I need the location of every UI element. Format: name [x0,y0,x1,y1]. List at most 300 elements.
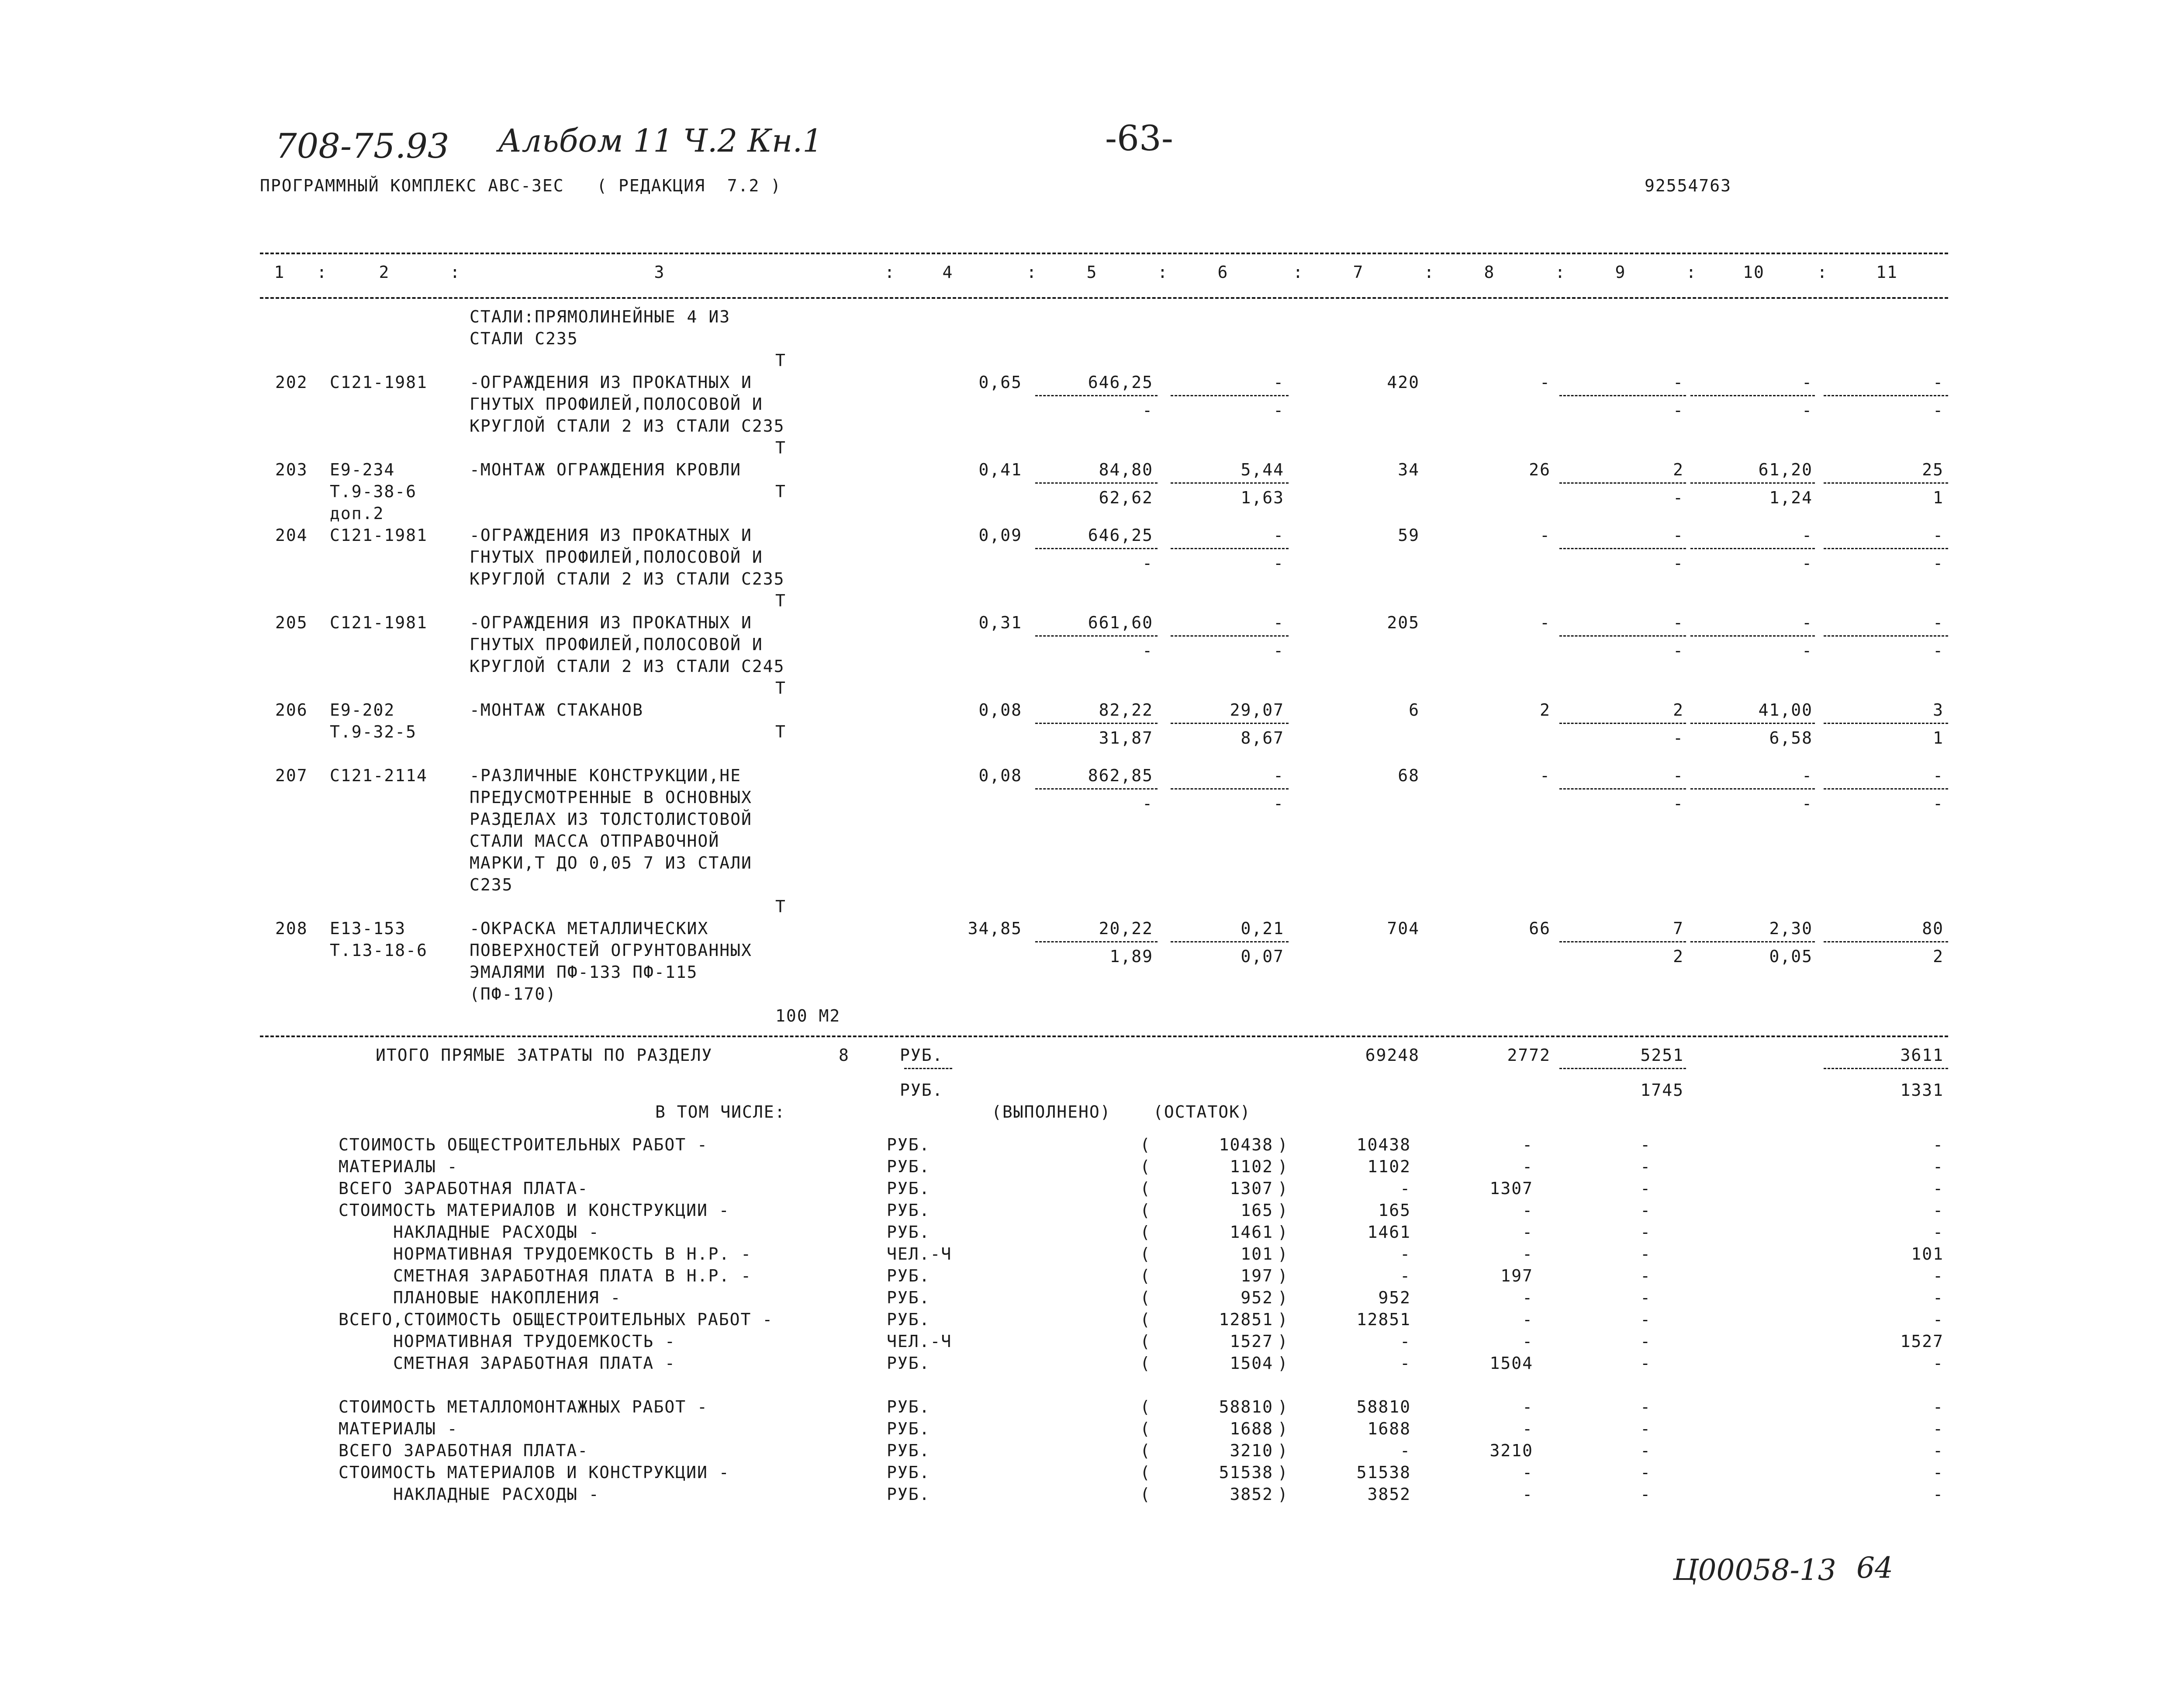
summary-label: СТОИМОСТЬ МЕТАЛЛОМОНТАЖНЫХ РАБОТ - [339,1397,708,1416]
totals-divider [1824,1068,1948,1069]
summary-rest: 51538 [1219,1463,1273,1482]
summary-c11: - [1933,1397,1944,1416]
done-label: (ВЫПОЛНЕНО) [992,1102,1111,1122]
column-number-5: 5 [1086,263,1098,282]
summary-paren-open: ( [1140,1266,1151,1285]
unit-marker: Т [775,897,786,916]
item-number: 206 [275,700,308,720]
unit-marker: Т [775,679,786,698]
summary-label: СТОИМОСТЬ МАТЕРИАЛОВ И КОНСТРУКЦИИ - [339,1463,730,1482]
summary-rest: 1102 [1230,1157,1273,1176]
summary-unit: РУБ. [887,1441,930,1460]
column-separator: : [885,263,895,282]
description-line: РАЗДЕЛАХ ИЗ ТОЛСТОЛИСТОВОЙ [470,810,752,829]
value-c9b: - [1673,794,1684,813]
summary-c7: - [1400,1179,1411,1198]
value-divider [1690,941,1815,942]
summary-c11: 101 [1911,1244,1944,1264]
summary-c9: - [1640,1135,1651,1154]
summary-paren-open: ( [1140,1310,1151,1329]
value-c10b: 6,58 [1769,728,1813,748]
summary-c8: - [1522,1135,1533,1154]
norm-code: С121-1981 [330,613,428,632]
summary-c11: - [1933,1201,1944,1220]
value-c11: - [1933,373,1944,392]
value-c6b: 1,63 [1241,488,1284,507]
value-c6b: 0,07 [1241,947,1284,966]
description-line: -МОНТАЖ ОГРАЖДЕНИЯ КРОВЛИ [470,460,741,479]
summary-paren-close: ) [1278,1201,1289,1220]
item-number: 203 [275,460,308,479]
summary-paren-close: ) [1278,1179,1289,1198]
value-c11: 25 [1922,460,1944,479]
doc-number: 92554763 [1645,176,1732,195]
value-c11b: 1 [1933,728,1944,748]
summary-unit: РУБ. [887,1223,930,1242]
value-c9: - [1673,373,1684,392]
totals-top-rule [260,1036,1948,1037]
summary-c11: - [1933,1266,1944,1285]
summary-c9: - [1640,1310,1651,1329]
value-c10b: - [1802,641,1813,660]
unit-marker: Т [775,482,786,501]
value-divider [1171,941,1289,942]
norm-code: Т.9-32-5 [330,722,417,741]
column-number-6: 6 [1217,263,1229,282]
description-line: -РАЗЛИЧНЫЕ КОНСТРУКЦИИ,НЕ [470,766,741,785]
summary-c11: - [1933,1179,1944,1198]
value-c10: - [1802,373,1813,392]
value-divider [1690,548,1815,549]
summary-paren-open: ( [1140,1332,1151,1351]
summary-label: СМЕТНАЯ ЗАРАБОТНАЯ ПЛАТА В Н.Р. - [393,1266,752,1285]
value-c7: 59 [1398,526,1420,545]
summary-paren-close: ) [1278,1157,1289,1176]
value-c5b: - [1142,554,1153,573]
summary-c8: - [1522,1463,1533,1482]
summary-c7: 165 [1378,1201,1411,1220]
value-c5: 646,25 [1088,526,1153,545]
norm-code: С121-1981 [330,526,428,545]
summary-c11: 1527 [1900,1332,1944,1351]
totals-unit: РУБ. [900,1046,943,1065]
value-c6b: - [1273,794,1284,813]
value-c6b: - [1273,554,1284,573]
value-c8: - [1540,526,1551,545]
summary-label: ПЛАНОВЫЕ НАКОПЛЕНИЯ - [393,1288,622,1307]
summary-paren-close: ) [1278,1397,1289,1416]
value-c7: 420 [1387,373,1420,392]
summary-label: СТОИМОСТЬ МАТЕРИАЛОВ И КОНСТРУКЦИИ - [339,1201,730,1220]
summary-c7: 3852 [1367,1485,1411,1504]
summary-c9: - [1640,1463,1651,1482]
summary-rest: 3852 [1230,1485,1273,1504]
value-divider [1824,482,1948,484]
value-divider [1171,788,1289,790]
value-divider [1559,788,1686,790]
description-line: МАРКИ,Т ДО 0,05 7 ИЗ СТАЛИ [470,853,752,873]
value-c9: - [1673,526,1684,545]
description-line: (ПФ-170) [470,984,557,1004]
description-line: ЭМАЛЯМИ ПФ-133 ПФ-115 [470,963,698,982]
value-c11b: - [1933,554,1944,573]
summary-label: НОРМАТИВНАЯ ТРУДОЕМКОСТЬ - [393,1332,676,1351]
value-c8: 2 [1540,700,1551,720]
value-c8: - [1540,613,1551,632]
header-top-rule [260,253,1948,254]
value-c9: - [1673,766,1684,785]
unit-marker: 100 М2 [775,1006,841,1025]
value-c10: - [1802,766,1813,785]
summary-label: СМЕТНАЯ ЗАРАБОТНАЯ ПЛАТА - [393,1354,676,1373]
totals-unit2: РУБ. [900,1081,943,1100]
unit-marker: Т [775,722,786,741]
unit-marker: Т [775,438,786,457]
totals-c9: 5251 [1640,1046,1684,1065]
summary-c9: - [1640,1332,1651,1351]
value-c6: 5,44 [1241,460,1284,479]
value-c6: - [1273,613,1284,632]
summary-label: ВСЕГО,СТОИМОСТЬ ОБЩЕСТРОИТЕЛЬНЫХ РАБОТ - [339,1310,774,1329]
value-c6: - [1273,373,1284,392]
value-c7: 704 [1387,919,1420,938]
summary-rest: 12851 [1219,1310,1273,1329]
description-line: С235 [470,875,513,894]
value-c5b: - [1142,641,1153,660]
summary-c11: - [1933,1354,1944,1373]
value-c9b: 2 [1673,947,1684,966]
summary-c8: - [1522,1223,1533,1242]
value-divider [1035,548,1158,549]
norm-code: С121-1981 [330,373,428,392]
summary-paren-close: ) [1278,1463,1289,1482]
value-divider [1035,941,1158,942]
value-c5: 661,60 [1088,613,1153,632]
value-divider [1035,482,1158,484]
summary-c8: - [1522,1419,1533,1438]
summary-paren-close: ) [1278,1419,1289,1438]
value-qty: 0,41 [978,460,1022,479]
value-c9: 7 [1673,919,1684,938]
description-line: ГНУТЫХ ПРОФИЛЕЙ,ПОЛОСОВОЙ И [470,547,763,567]
column-number-11: 11 [1876,263,1898,282]
summary-c8: - [1522,1288,1533,1307]
summary-c9: - [1640,1157,1651,1176]
value-c10b: 1,24 [1769,488,1813,507]
summary-c11: - [1933,1441,1944,1460]
summary-c8: - [1522,1310,1533,1329]
value-c7: 68 [1398,766,1420,785]
totals-divider [1559,1068,1686,1069]
item-number: 202 [275,373,308,392]
summary-paren-open: ( [1140,1354,1151,1373]
value-c5b: 62,62 [1099,488,1153,507]
value-divider [1690,635,1815,637]
totals-c7: 69248 [1365,1046,1420,1065]
summary-c9: - [1640,1223,1651,1242]
summary-c8: - [1522,1201,1533,1220]
value-c9: - [1673,613,1684,632]
value-c5: 84,80 [1099,460,1153,479]
value-divider [1559,723,1686,724]
norm-code: Т.13-18-6 [330,941,428,960]
value-c11: - [1933,613,1944,632]
description-line: СТАЛИ МАССА ОТПРАВОЧНОЙ [470,831,720,851]
summary-paren-close: ) [1278,1332,1289,1351]
value-c11b: - [1933,794,1944,813]
norm-code: Е13-153 [330,919,406,938]
column-number-3: 3 [654,263,665,282]
totals-label: ИТОГО ПРЯМЫЕ ЗАТРАТЫ ПО РАЗДЕЛУ [376,1046,713,1065]
summary-c7: 10438 [1356,1135,1411,1154]
handwritten-footer-page: 64 [1856,1551,1893,1585]
summary-unit: РУБ. [887,1397,930,1416]
summary-c9: - [1640,1397,1651,1416]
summary-rest: 1688 [1230,1419,1273,1438]
summary-c7: - [1400,1266,1411,1285]
summary-paren-close: ) [1278,1485,1289,1504]
summary-paren-open: ( [1140,1201,1151,1220]
summary-c9: - [1640,1419,1651,1438]
value-c8: - [1540,766,1551,785]
handwritten-footer-code: Ц00058-13 [1673,1553,1836,1587]
value-divider [1824,941,1948,942]
value-c8: 66 [1529,919,1551,938]
summary-paren-open: ( [1140,1463,1151,1482]
column-separator: : [1158,263,1168,282]
value-c11: - [1933,526,1944,545]
header-bottom-rule [260,297,1948,299]
summary-paren-open: ( [1140,1288,1151,1307]
value-divider [1035,723,1158,724]
description-line: ПОВЕРХНОСТЕЙ ОГРУНТОВАННЫХ [470,941,752,960]
summary-paren-close: ) [1278,1441,1289,1460]
value-c8: 26 [1529,460,1551,479]
value-divider [1171,635,1289,637]
value-qty: 0,65 [978,373,1022,392]
value-divider [1690,788,1815,790]
column-number-4: 4 [942,263,954,282]
summary-c11: - [1933,1135,1944,1154]
value-c5: 20,22 [1099,919,1153,938]
summary-c8: 3210 [1489,1441,1533,1460]
value-divider [1690,723,1815,724]
value-qty: 0,31 [978,613,1022,632]
value-divider [1171,482,1289,484]
summary-paren-close: ) [1278,1244,1289,1264]
column-separator: : [1686,263,1697,282]
summary-rest: 1307 [1230,1179,1273,1198]
rest-label: (ОСТАТОК) [1153,1102,1251,1122]
summary-paren-open: ( [1140,1397,1151,1416]
summary-rest: 1504 [1230,1354,1273,1373]
summary-c7: 1688 [1367,1419,1411,1438]
summary-rest: 3210 [1230,1441,1273,1460]
value-divider [1171,723,1289,724]
summary-c8: 1307 [1489,1179,1533,1198]
summary-c11: - [1933,1310,1944,1329]
value-c11b: - [1933,401,1944,420]
column-separator: : [317,263,328,282]
column-separator: : [450,263,461,282]
norm-code: Е9-234 [330,460,395,479]
summary-c9: - [1640,1485,1651,1504]
norm-code: доп.2 [330,504,384,523]
item-number: 208 [275,919,308,938]
summary-unit: РУБ. [887,1135,930,1154]
description-line: КРУГЛОЙ СТАЛИ 2 ИЗ СТАЛИ С245 [470,657,785,676]
summary-paren-close: ) [1278,1135,1289,1154]
column-separator: : [1293,263,1304,282]
item-number: 207 [275,766,308,785]
value-c9b: - [1673,641,1684,660]
value-c6: - [1273,526,1284,545]
summary-paren-open: ( [1140,1441,1151,1460]
value-divider [1035,788,1158,790]
summary-c11: - [1933,1223,1944,1242]
value-c10b: - [1802,401,1813,420]
value-qty: 0,08 [978,700,1022,720]
summary-unit: РУБ. [887,1419,930,1438]
value-c9b: - [1673,728,1684,748]
value-c11: 80 [1922,919,1944,938]
summary-label: НАКЛАДНЫЕ РАСХОДЫ - [393,1223,600,1242]
value-divider [1171,548,1289,549]
value-c6: 0,21 [1241,919,1284,938]
summary-c8: 1504 [1489,1354,1533,1373]
summary-c9: - [1640,1354,1651,1373]
summary-unit: РУБ. [887,1288,930,1307]
column-separator: : [1817,263,1828,282]
value-c5b: - [1142,794,1153,813]
summary-c8: - [1522,1244,1533,1264]
summary-rest: 1527 [1230,1332,1273,1351]
value-c5: 82,22 [1099,700,1153,720]
value-divider [1824,635,1948,637]
value-c9: 2 [1673,700,1684,720]
unit-marker: Т [775,351,786,370]
summary-unit: РУБ. [887,1485,930,1504]
value-divider [1559,635,1686,637]
value-divider [1035,395,1158,396]
summary-label: НОРМАТИВНАЯ ТРУДОЕМКОСТЬ В Н.Р. - [393,1244,752,1264]
handwritten-album-ref: Альбом 11 Ч.2 Кн.1 [498,122,823,159]
summary-paren-close: ) [1278,1354,1289,1373]
value-c5b: - [1142,401,1153,420]
value-c11b: 1 [1933,488,1944,507]
summary-c11: - [1933,1419,1944,1438]
description-line: -ОГРАЖДЕНИЯ ИЗ ПРОКАТНЫХ И [470,373,752,392]
item-number: 205 [275,613,308,632]
totals-c11b: 1331 [1900,1081,1944,1100]
description-line: -МОНТАЖ СТАКАНОВ [470,700,644,720]
summary-c7: 51538 [1356,1463,1411,1482]
value-c8: - [1540,373,1551,392]
description-line: -ОГРАЖДЕНИЯ ИЗ ПРОКАТНЫХ И [470,526,752,545]
description-line: СТАЛИ:ПРЯМОЛИНЕЙНЫЕ 4 ИЗ [470,307,731,326]
totals-c9b: 1745 [1640,1081,1684,1100]
column-number-8: 8 [1484,263,1495,282]
summary-label: НАКЛАДНЫЕ РАСХОДЫ - [393,1485,600,1504]
value-c10b: - [1802,554,1813,573]
value-c11: 3 [1933,700,1944,720]
value-c11: - [1933,766,1944,785]
summary-label: МАТЕРИАЛЫ - [339,1157,458,1176]
summary-paren-open: ( [1140,1135,1151,1154]
summary-label: ВСЕГО ЗАРАБОТНАЯ ПЛАТА- [339,1179,589,1198]
value-divider [1824,548,1948,549]
handwritten-doc-code: 708-75.93 [275,127,449,166]
value-divider [1559,941,1686,942]
value-divider [1559,395,1686,396]
summary-rest: 165 [1241,1201,1273,1220]
summary-c9: - [1640,1266,1651,1285]
column-number-1: 1 [274,263,285,282]
value-c5: 646,25 [1088,373,1153,392]
value-c9b: - [1673,488,1684,507]
value-c7: 205 [1387,613,1420,632]
summary-c8: - [1522,1157,1533,1176]
summary-unit: РУБ. [887,1201,930,1220]
summary-c8: - [1522,1397,1533,1416]
summary-unit: РУБ. [887,1266,930,1285]
description-line: -ОКРАСКА МЕТАЛЛИЧЕСКИХ [470,919,709,938]
value-c9: 2 [1673,460,1684,479]
value-c6b: - [1273,641,1284,660]
page-number: -63- [1105,118,1173,159]
summary-c7: 1461 [1367,1223,1411,1242]
summary-paren-open: ( [1140,1244,1151,1264]
description-line: ПРЕДУСМОТРЕННЫЕ В ОСНОВНЫХ [470,788,752,807]
unit-marker: Т [775,591,786,610]
norm-code: Е9-202 [330,700,395,720]
summary-c9: - [1640,1244,1651,1264]
value-c9b: - [1673,401,1684,420]
description-line: ГНУТЫХ ПРОФИЛЕЙ,ПОЛОСОВОЙ И [470,635,763,654]
value-divider [1690,395,1815,396]
description-line: ГНУТЫХ ПРОФИЛЕЙ,ПОЛОСОВОЙ И [470,395,763,414]
value-c11b: 2 [1933,947,1944,966]
value-c5b: 31,87 [1099,728,1153,748]
column-separator: : [1424,263,1435,282]
summary-paren-open: ( [1140,1223,1151,1242]
column-number-9: 9 [1615,263,1626,282]
norm-code: С121-2114 [330,766,428,785]
summary-c7: - [1400,1332,1411,1351]
value-divider [1559,482,1686,484]
summary-rest: 952 [1241,1288,1273,1307]
totals-section: 8 [839,1046,850,1065]
description-line: -ОГРАЖДЕНИЯ ИЗ ПРОКАТНЫХ И [470,613,752,632]
summary-c7: 58810 [1356,1397,1411,1416]
column-number-10: 10 [1743,263,1765,282]
value-c10: 41,00 [1758,700,1813,720]
description-line: КРУГЛОЙ СТАЛИ 2 ИЗ СТАЛИ С235 [470,569,785,589]
summary-c8: 197 [1500,1266,1533,1285]
summary-unit: ЧЕЛ.-Ч [887,1244,952,1264]
value-c6: - [1273,766,1284,785]
summary-c8: - [1522,1485,1533,1504]
summary-c7: - [1400,1441,1411,1460]
summary-c9: - [1640,1201,1651,1220]
value-c10: 2,30 [1769,919,1813,938]
summary-unit: РУБ. [887,1463,930,1482]
program-line: ПРОГРАММНЫЙ КОМПЛЕКС АВС-3ЕС ( РЕДАКЦИЯ 7.2 ) [260,176,782,195]
summary-c7: 952 [1378,1288,1411,1307]
value-qty: 0,09 [978,526,1022,545]
value-c6b: 8,67 [1241,728,1284,748]
summary-c7: - [1400,1354,1411,1373]
